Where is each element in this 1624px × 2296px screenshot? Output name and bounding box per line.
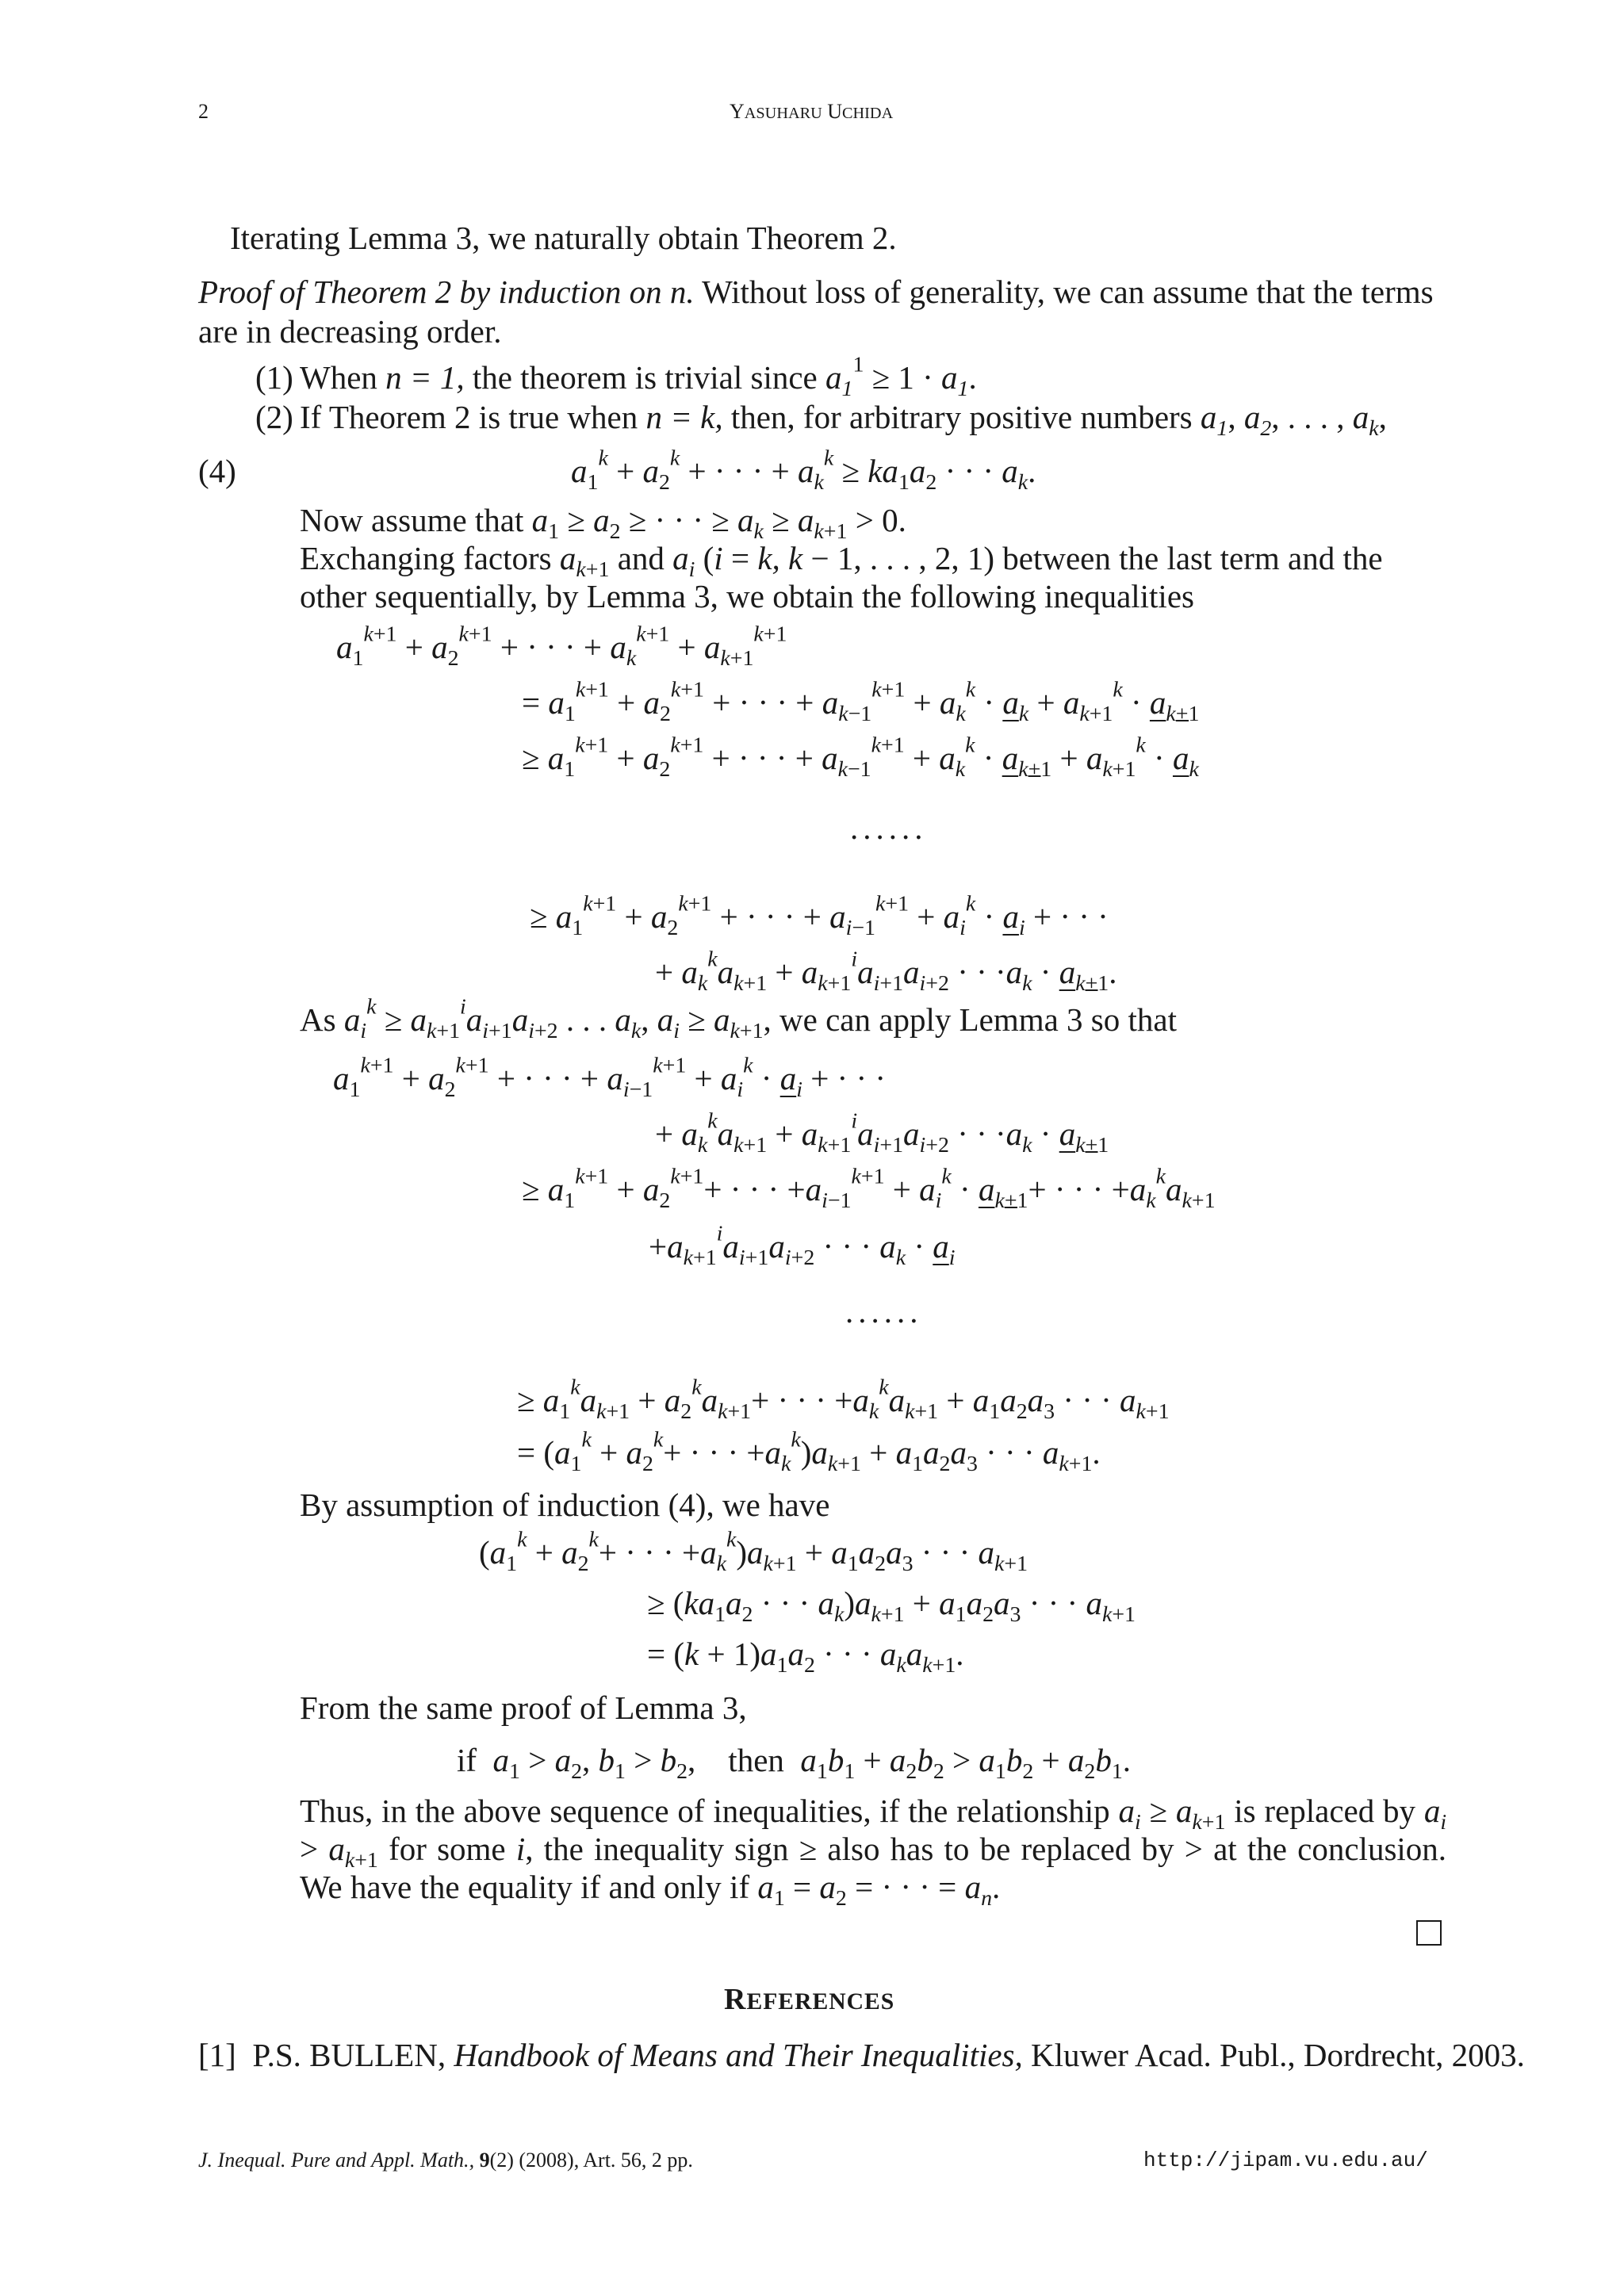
lemma-condition: if $a_1 > a_2$, $b_1 > b_2$, then $a_1b_1 + a_2b_2 > a_1b_2 + a_2b_1$. <box>457 1742 1132 1784</box>
reference-author: P.S. BULLEN, <box>252 2037 446 2073</box>
induction-line2: ≥ ($ka_1a_2$ · · · $a_k)a_{k+1} + a_1a_2a_3$ · · · $a_{k+1}$ <box>647 1585 1136 1627</box>
chain2-line6: = ($a_1^k + a_2^k+$ · · · $+a_k^k)a_{k+1} + a_1a_2a_3$ · · · $a_{k+1}$. <box>517 1427 1101 1476</box>
proof-text-line1: Without loss of generality, we can assume that the terms <box>702 274 1434 310</box>
chain2-line2: + $a_k^ka_{k+1} + a_{k+1}^ia_{i+1}a_{i+2}$ · · $\cdot a_k \cdot a_{k+1}$ <box>655 1108 1109 1158</box>
by-assumption-text: By assumption of induction (4), we have <box>300 1487 830 1523</box>
step1-label: (1) <box>255 359 293 396</box>
step2: If Theorem 2 is true when n = k, then, for arbitrary positive numbers $a_1$, $a_2$, . . . , $a_k$, <box>300 399 1387 441</box>
induction-line1: ($a_1^k + a_2^k+$ · · · $+a_k^k)a_{k+1} + a_1a_2a_3$ · · · $a_{k+1}$ <box>479 1527 1028 1576</box>
reference-title: Handbook of Means and Their Inequalities, <box>454 2037 1023 2073</box>
proof-label: Proof of Theorem 2 by induction on <box>198 274 662 310</box>
proof-paragraph <box>198 273 1446 311</box>
step1: When n = 1, the theorem is trivial since $a_1^1 \ge 1 \cdot a_1$. <box>300 352 977 401</box>
footer-journal: J. Inequal. Pure and Appl. Math., 9(2) (2008), Art. 56, 2 pp. <box>198 2149 693 2172</box>
footer-url[interactable]: http://jipam.vu.edu.au/ <box>1143 2149 1428 2172</box>
chain1-line3: ≥ $a_1^{k+1} + a_2^{k+1}$ + · · · + $a_{k-1}^{k+1} + a_k^k \cdot a_{k+1} + a_{k+1}^k \cdot a_k$ <box>522 733 1199 782</box>
chain2-line5: ≥ $a_1^ka_{k+1} + a_2^ka_{k+1}+$ · · · $+a_k^ka_{k+1} + a_1a_2a_3$ · · · $a_{k+1}$ <box>517 1375 1170 1424</box>
induction-line3: = $(k + 1)a_1a_2$ · · · $a_ka_{k+1}$. <box>647 1636 964 1678</box>
chain1-line1: $a_1^{k+1} + a_2^{k+1}$ + · · · + $a_k^{k+1} + a_{k+1}^{k+1}$ <box>336 622 787 671</box>
chain2-ellipsis: ...... <box>845 1293 923 1330</box>
reference-publisher: Kluwer Acad. Publ., Dordrecht, 2003. <box>1031 2037 1525 2073</box>
chain2-line3: ≥ $a_1^{k+1} + a_2^{k+1}+$ · · · $+a_{i-1}^{k+1} + a_i^k \cdot a_{k+1}+$ · · · $+a_k^ka_{k+1}$ <box>522 1164 1216 1213</box>
intro-text: Iterating Lemma 3, we naturally obtain Theorem 2. <box>230 220 897 256</box>
step2-label: (2) <box>255 399 293 435</box>
reference-item <box>198 2036 1525 2074</box>
thus-paragraph: Thus, in the above sequence of inequalities, if the relationship $a_i \ge a_{k+1}$ is replaced by $a_i > a_{k+1}$ for some i, the inequality sign ≥ also has to be replaced by > at the conclusion. We have the equality if and only if $a_1 = a_2$ = · · · = $a_n$. <box>300 1793 1447 1911</box>
proof-var: n. <box>669 274 695 310</box>
exchange-line1: Exchanging factors $a_{k+1}$ and $a_i$ (i = k, k − 1, . . . , 2, 1) between the last term and the <box>300 540 1383 582</box>
exchange-line2: other sequentially, by Lemma 3, we obtain the following inequalities <box>300 578 1194 614</box>
reference-label: [1] <box>198 2037 236 2073</box>
chain2-line1: $a_1^{k+1} + a_2^{k+1}$ + · · · + $a_{i-1}^{k+1} + a_i^k \cdot a_i$ + · · · <box>333 1053 887 1102</box>
qed-symbol <box>1416 1920 1442 1946</box>
chain1-line5: + $a_k^ka_{k+1} + a_{k+1}^ia_{i+1}a_{i+2}$ · · $\cdot a_k \cdot a_{k+1}$. <box>655 947 1117 996</box>
chain1-ellipsis: ...... <box>850 809 928 846</box>
running-head-author: YASUHARU UCHIDA <box>730 100 894 123</box>
equation-4: $a_1^k + a_2^k$ + · · · + $a_k^k \ge ka_1a_2$ · · · $a_k$. <box>571 446 1036 495</box>
from-same-text: From the same proof of Lemma 3, <box>300 1689 747 1726</box>
assume-line: Now assume that $a_1 \ge a_2$ ≥ · · · ≥ $a_k \ge a_{k+1} > 0$. <box>300 502 906 544</box>
eq4-label: (4) <box>198 453 236 489</box>
page-number: 2 <box>198 100 209 123</box>
as-line: As $a_i^k \ge a_{k+1}^ia_{i+1}a_{i+2}$ . . . $a_k$, $a_i \ge a_{k+1}$, we can apply Lemma 3 so that <box>300 994 1177 1043</box>
references-heading: REFERENCES <box>724 1983 895 2016</box>
proof-text-line2: are in decreasing order. <box>198 313 502 350</box>
chain1-line2: = $a_1^{k+1} + a_2^{k+1}$ + · · · + $a_{k-1}^{k+1} + a_k^k \cdot a_k + a_{k+1}^k \cdot a_{k+1}$ <box>522 677 1200 726</box>
chain1-line4: ≥ $a_1^{k+1} + a_2^{k+1}$ + · · · + $a_{i-1}^{k+1} + a_i^k \cdot a_i$ + · · · <box>530 891 1109 940</box>
chain2-line4: $+a_{k+1}^ia_{i+1}a_{i+2}$ · · · $a_k \cdot a_i$ <box>649 1221 956 1270</box>
